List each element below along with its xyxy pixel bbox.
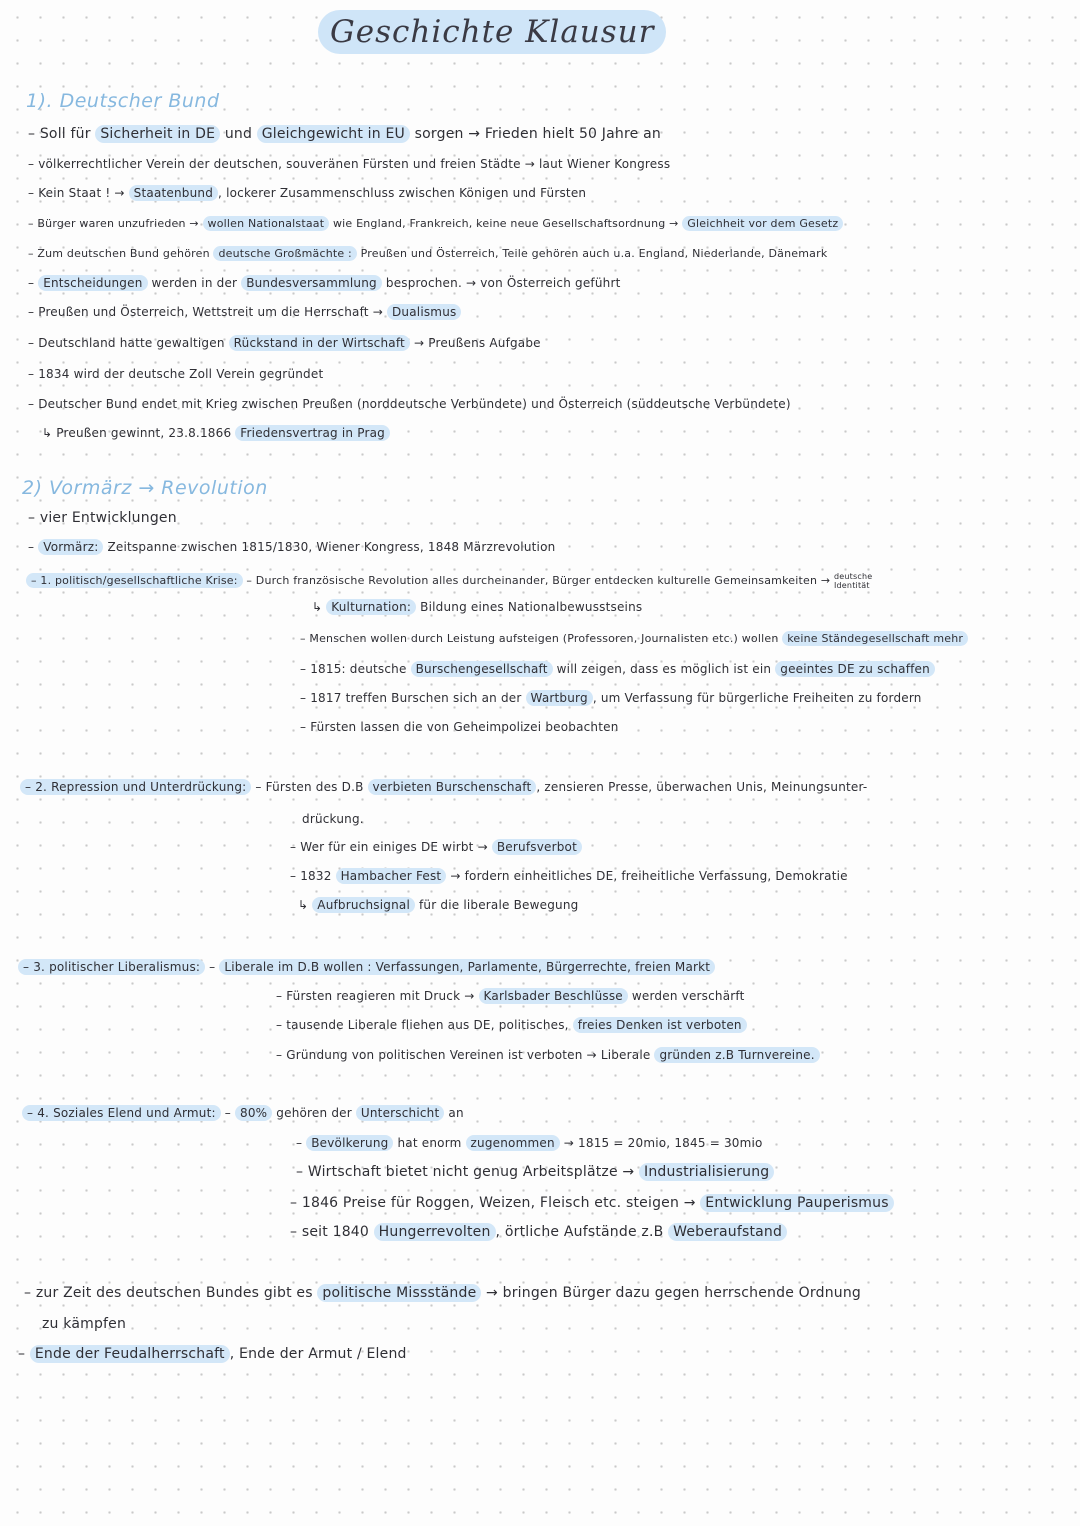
note-line: – 4. Soziales Elend und Armut: – 80% gehören der Unterschicht an [22, 1106, 464, 1120]
note-line: – seit 1840 Hungerrevolten , örtliche Aufstände z.B Weberaufstand [290, 1224, 787, 1240]
note-line: – Gründung von politischen Vereinen ist verboten → Liberale gründen z.B Turnvereine. [276, 1048, 820, 1062]
note-line: – 1817 treffen Burschen sich an der Wartburg , um Verfassung für bürgerliche Freiheiten zu fordern [300, 691, 922, 705]
note-line: – Fürsten lassen die von Geheimpolizei beobachten [300, 720, 619, 734]
note-line: – Bevölkerung hat enorm zugenommen → 1815 = 20mio, 1845 = 30mio [296, 1136, 763, 1150]
note-line: – Deutscher Bund endet mit Krieg zwischen Preußen (norddeutsche Verbündete) und Österreich (süddeutsche Verbündete) [28, 397, 791, 411]
note-line: drückung. [302, 812, 364, 826]
note-line: – 1834 wird der deutsche Zoll Verein gegründet [28, 367, 324, 381]
note-line: – Kein Staat ! → Staatenbund , lockerer Zusammenschluss zwischen Königen und Fürsten [28, 186, 587, 200]
note-line: – 1. politisch/gesellschaftliche Krise: – Durch französische Revolution alles durcheinander, Bürger entdecken kulturelle Gemeinsamkeiten → deutsche Identität [26, 572, 872, 590]
note-line: – tausende Liberale fliehen aus DE, politisches, freies Denken ist verboten [276, 1018, 747, 1032]
title-highlight: Geschichte Klausur [318, 10, 666, 54]
note-line: – 3. politischer Liberalismus: – Liberale im D.B wollen : Verfassungen, Parlamente, Bürgerrechte, freien Markt [18, 960, 715, 974]
note-line: – Fürsten reagieren mit Druck → Karlsbader Beschlüsse werden verschärft [276, 989, 745, 1003]
note-line: – Soll für Sicherheit in DE und Gleichgewicht in EU sorgen → Frieden hielt 50 Jahre an [28, 126, 661, 142]
note-line: – Bürger waren unzufrieden → wollen Nationalstaat wie England, Frankreich, keine neue Gesellschaftsordnung → Gleichheit vor dem Gesetz [28, 217, 843, 230]
note-line: – 1846 Preise für Roggen, Weizen, Fleisch etc. steigen → Entwicklung Pauperismus [290, 1195, 894, 1211]
note-line: – Zum deutschen Bund gehören deutsche Großmächte : Preußen und Österreich, Teile gehören auch u.a. England, Niederlande, Dänemark [28, 247, 828, 260]
note-line: ↳ Aufbruchsignal für die liberale Bewegung [298, 898, 579, 912]
note-line: – Entscheidungen werden in der Bundesversammlung besprochen. → von Österreich geführt [28, 276, 621, 290]
note-line: – Ende der Feudalherrschaft , Ende der Armut / Elend [18, 1346, 407, 1362]
note-line: – Preußen und Österreich, Wettstreit um die Herrschaft → Dualismus [28, 305, 461, 319]
note-line: ↳ Kulturnation: Bildung eines Nationalbewusstseins [312, 600, 643, 614]
note-line: ↳ Preußen gewinnt, 23.8.1866 Friedensvertrag in Prag [42, 426, 390, 440]
note-line: – Vormärz: Zeitspanne zwischen 1815/1830, Wiener Kongress, 1848 Märzrevolution [28, 540, 556, 554]
note-line: – Wirtschaft bietet nicht genug Arbeitsplätze → Industrialisierung [296, 1164, 774, 1180]
note-line: – 2. Repression und Unterdrückung: – Fürsten des D.B verbieten Burschenschaft , zensieren Presse, überwachen Unis, Meinungsunter- [20, 780, 867, 794]
note-line: – völkerrechtlicher Verein der deutschen, souveränen Fürsten und freien Städte → laut Wiener Kongress [28, 157, 671, 171]
note-line: – Wer für ein einiges DE wirbt → Berufsverbot [290, 840, 582, 854]
note-line: zu kämpfen [42, 1316, 127, 1332]
section-heading-vormaerz: 2) Vormärz → Revolution [22, 477, 268, 499]
note-line: – 1832 Hambacher Fest → fordern einheitliches DE, freiheitliche Verfassung, Demokratie [290, 869, 848, 883]
section-heading-deutscher-bund: 1). Deutscher Bund [26, 90, 220, 112]
note-line: – Deutschland hatte gewaltigen Rückstand in der Wirtschaft → Preußens Aufgabe [28, 336, 541, 350]
note-line: – vier Entwicklungen [28, 510, 177, 526]
page-title [318, 14, 666, 50]
note-line: – 1815: deutsche Burschengesellschaft will zeigen, dass es möglich ist ein geeintes DE zu schaffen [300, 662, 935, 676]
note-line: – Menschen wollen durch Leistung aufsteigen (Professoren, Journalisten etc.) wollen keine Ständegesellschaft mehr [300, 632, 968, 645]
note-line: – zur Zeit des deutschen Bundes gibt es politische Missstände → bringen Bürger dazu gegen herrschende Ordnung [24, 1285, 861, 1301]
